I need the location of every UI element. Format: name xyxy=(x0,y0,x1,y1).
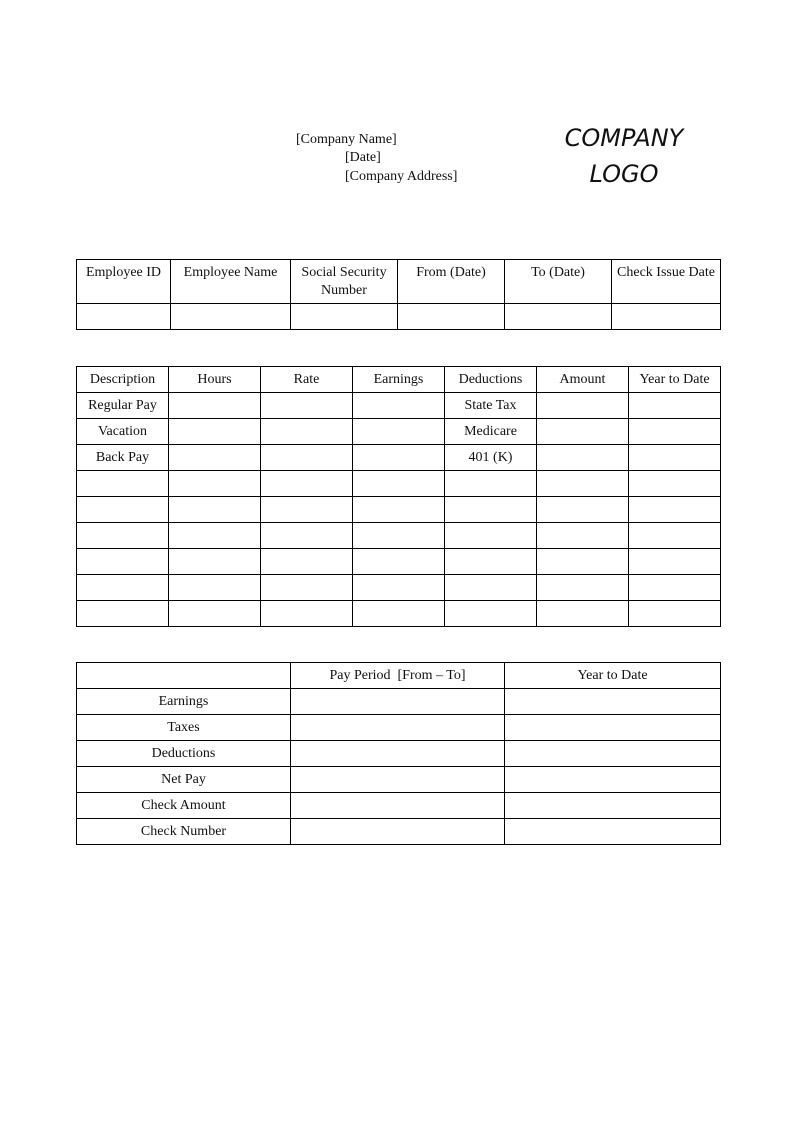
year-to-date-cell[interactable] xyxy=(505,793,721,819)
summary-label-cell: Earnings xyxy=(77,689,291,715)
table-row xyxy=(77,393,721,419)
amount-cell[interactable] xyxy=(537,393,629,419)
header-from-date: From (Date) xyxy=(398,260,505,304)
description-cell[interactable]: Back Pay xyxy=(77,445,169,471)
table-row xyxy=(77,819,721,845)
company-name: [Company Name] xyxy=(296,132,397,147)
table-row xyxy=(77,767,721,793)
employee-info-table xyxy=(76,259,721,330)
description-cell[interactable]: Vacation xyxy=(77,419,169,445)
pay-summary-table xyxy=(76,662,721,845)
earnings-cell[interactable] xyxy=(353,445,445,471)
summary-label-cell: Taxes xyxy=(77,715,291,741)
company-address: [Company Address] xyxy=(345,169,458,184)
pay-period-cell[interactable] xyxy=(291,715,505,741)
header-employee-name: Employee Name xyxy=(171,260,291,304)
earnings-cell[interactable] xyxy=(353,471,445,497)
header-amount: Amount xyxy=(537,367,629,393)
from-date-cell[interactable] xyxy=(398,304,505,330)
rate-cell[interactable] xyxy=(261,601,353,627)
table-row xyxy=(77,445,721,471)
header-to-date: To (Date) xyxy=(505,260,612,304)
amount-cell[interactable] xyxy=(537,497,629,523)
year-to-date-cell[interactable] xyxy=(505,767,721,793)
amount-cell[interactable] xyxy=(537,419,629,445)
table-row xyxy=(77,523,721,549)
amount-cell[interactable] xyxy=(537,445,629,471)
description-cell[interactable] xyxy=(77,575,169,601)
employee-id-cell[interactable] xyxy=(77,304,171,330)
summary-label-cell: Check Amount xyxy=(77,793,291,819)
deductions-cell[interactable]: State Tax xyxy=(445,393,537,419)
year-to-date-cell[interactable] xyxy=(505,715,721,741)
company-logo xyxy=(548,120,700,192)
table-row xyxy=(77,419,721,445)
table-row xyxy=(77,793,721,819)
employee-name-cell[interactable] xyxy=(171,304,291,330)
header-check-issue-date: Check Issue Date xyxy=(612,260,721,304)
year-to-date-cell[interactable] xyxy=(505,741,721,767)
table-header-row xyxy=(77,663,721,689)
table-row xyxy=(77,304,721,330)
pay-period-cell[interactable] xyxy=(291,819,505,845)
rate-cell[interactable] xyxy=(261,497,353,523)
hours-cell[interactable] xyxy=(169,549,261,575)
summary-label-cell: Check Number xyxy=(77,819,291,845)
year-to-date-cell[interactable] xyxy=(629,575,721,601)
amount-cell[interactable] xyxy=(537,549,629,575)
earnings-cell[interactable] xyxy=(353,601,445,627)
hours-cell[interactable] xyxy=(169,419,261,445)
table-row xyxy=(77,497,721,523)
pay-period-cell[interactable] xyxy=(291,793,505,819)
summary-label-cell: Deductions xyxy=(77,741,291,767)
header-pay-period: Pay Period [From – To] xyxy=(291,663,505,689)
ssn-cell[interactable] xyxy=(291,304,398,330)
rate-cell[interactable] xyxy=(261,471,353,497)
pay-period-cell[interactable] xyxy=(291,741,505,767)
table-header-row xyxy=(77,367,721,393)
year-to-date-cell[interactable] xyxy=(629,497,721,523)
description-cell[interactable] xyxy=(77,471,169,497)
header-blank xyxy=(77,663,291,689)
description-cell[interactable] xyxy=(77,497,169,523)
pay-period-cell[interactable] xyxy=(291,689,505,715)
table-row xyxy=(77,689,721,715)
table-row xyxy=(77,715,721,741)
table-row xyxy=(77,575,721,601)
hours-cell[interactable] xyxy=(169,471,261,497)
description-cell[interactable] xyxy=(77,523,169,549)
deductions-cell[interactable]: 401 (K) xyxy=(445,445,537,471)
to-date-cell[interactable] xyxy=(505,304,612,330)
header-deductions: Deductions xyxy=(445,367,537,393)
hours-cell[interactable] xyxy=(169,497,261,523)
year-to-date-cell[interactable] xyxy=(629,419,721,445)
header-employee-id: Employee ID xyxy=(77,260,171,304)
rate-cell[interactable] xyxy=(261,419,353,445)
table-header-row xyxy=(77,260,721,304)
earnings-cell[interactable] xyxy=(353,393,445,419)
rate-cell[interactable] xyxy=(261,549,353,575)
hours-cell[interactable] xyxy=(169,393,261,419)
hours-cell[interactable] xyxy=(169,575,261,601)
earnings-cell[interactable] xyxy=(353,575,445,601)
rate-cell[interactable] xyxy=(261,445,353,471)
earnings-cell[interactable] xyxy=(353,497,445,523)
year-to-date-cell[interactable] xyxy=(629,601,721,627)
deductions-cell[interactable] xyxy=(445,549,537,575)
amount-cell[interactable] xyxy=(537,523,629,549)
header-earnings: Earnings xyxy=(353,367,445,393)
hours-cell[interactable] xyxy=(169,523,261,549)
table-row xyxy=(77,601,721,627)
amount-cell[interactable] xyxy=(537,575,629,601)
earnings-deductions-table xyxy=(76,366,721,627)
year-to-date-cell[interactable] xyxy=(629,445,721,471)
rate-cell[interactable] xyxy=(261,523,353,549)
deductions-cell[interactable]: Medicare xyxy=(445,419,537,445)
rate-cell[interactable] xyxy=(261,575,353,601)
hours-cell[interactable] xyxy=(169,445,261,471)
deductions-cell[interactable] xyxy=(445,601,537,627)
year-to-date-cell[interactable] xyxy=(629,549,721,575)
amount-cell[interactable] xyxy=(537,471,629,497)
year-to-date-cell[interactable] xyxy=(629,523,721,549)
hours-cell[interactable] xyxy=(169,601,261,627)
description-cell[interactable]: Regular Pay xyxy=(77,393,169,419)
amount-cell[interactable] xyxy=(537,601,629,627)
table-row xyxy=(77,471,721,497)
rate-cell[interactable] xyxy=(261,393,353,419)
header-rate: Rate xyxy=(261,367,353,393)
check-issue-date-cell[interactable] xyxy=(612,304,721,330)
year-to-date-cell[interactable] xyxy=(505,819,721,845)
deductions-cell[interactable] xyxy=(445,523,537,549)
header-description: Description xyxy=(77,367,169,393)
header-year-to-date: Year to Date xyxy=(629,367,721,393)
year-to-date-cell[interactable] xyxy=(629,471,721,497)
logo-line-2: LOGO xyxy=(589,160,659,188)
deductions-cell[interactable] xyxy=(445,471,537,497)
deductions-cell[interactable] xyxy=(445,575,537,601)
logo-line-1: COMPANY xyxy=(564,124,684,152)
earnings-cell[interactable] xyxy=(353,549,445,575)
earnings-cell[interactable] xyxy=(353,523,445,549)
header-summary-year-to-date: Year to Date xyxy=(505,663,721,689)
year-to-date-cell[interactable] xyxy=(629,393,721,419)
summary-label-cell: Net Pay xyxy=(77,767,291,793)
year-to-date-cell[interactable] xyxy=(505,689,721,715)
header-hours: Hours xyxy=(169,367,261,393)
earnings-cell[interactable] xyxy=(353,419,445,445)
description-cell[interactable] xyxy=(77,549,169,575)
pay-period-cell[interactable] xyxy=(291,767,505,793)
table-row xyxy=(77,741,721,767)
table-row xyxy=(77,549,721,575)
header-ssn: Social Security Number xyxy=(291,260,398,304)
description-cell[interactable] xyxy=(77,601,169,627)
deductions-cell[interactable] xyxy=(445,497,537,523)
header-date: [Date] xyxy=(345,150,381,165)
